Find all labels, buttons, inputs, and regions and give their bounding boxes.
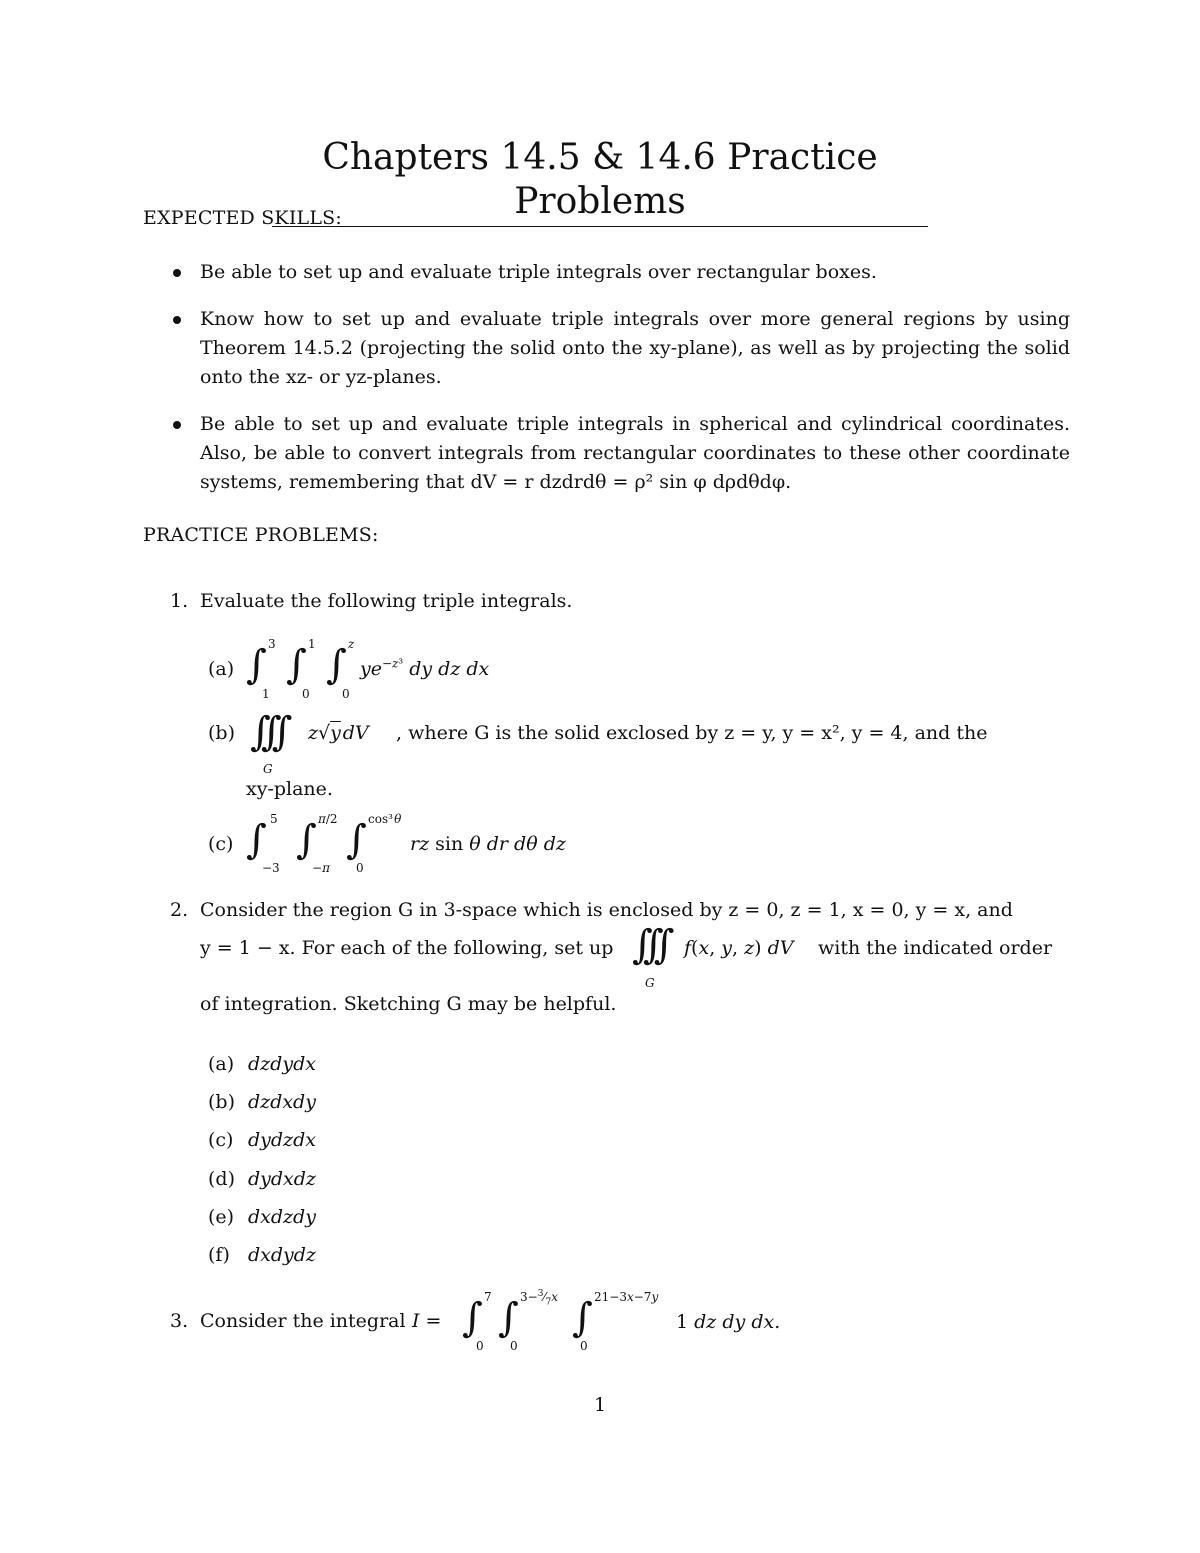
- problem-3: [170, 1308, 406, 1334]
- problem-line: y = 1 − x. For each of the following, set up: [200, 937, 614, 959]
- part-continuation: xy-plane.: [246, 778, 333, 800]
- bullet-icon: [173, 269, 181, 277]
- part-label: (b): [208, 722, 235, 744]
- problem-1: [170, 588, 572, 614]
- problem-text: Consider the integral: [200, 1310, 406, 1332]
- expected-skills-heading: EXPECTED SKILLS:: [143, 207, 342, 229]
- part-label: (c): [208, 833, 234, 855]
- problem-line: of integration. Sketching G may be helpful.: [200, 993, 617, 1015]
- integration-orders: [208, 1045, 316, 1274]
- part-label: (a): [208, 658, 235, 680]
- problem-number: 1.: [170, 590, 189, 612]
- order-item: (e) dxdzdy: [208, 1205, 316, 1228]
- practice-problems-heading: PRACTICE PROBLEMS:: [143, 524, 379, 546]
- skills-list: [170, 258, 1070, 515]
- order-item: (a) dzdydx: [208, 1053, 316, 1075]
- bullet-icon: [173, 421, 181, 429]
- part-text: , where G is the solid exclosed by z = y, y = x², y = 4, and the: [396, 722, 988, 744]
- document-page: Chapters 14.5 & 14.6 Practice Problems EXPECTED SKILLS: Be able to set up and evaluate triple integrals over rectangular boxes. Know how to set up and evaluate triple integrals over more general regions by using Theorem 14.5.2 (projecting the solid onto the xy-plane), as well as by projecting the solid onto the xz- or yz-planes. Be able to set up and evaluate triple integrals in spherical and cylindrical coordinates. Also, be able to convert integrals from rectangular coordinates to these other coordinate systems, remembering that dV = r dzdrdθ = ρ² sin φ dρdθdφ. PRACTICE PROBLEMS: 1. Evaluate the following triple integrals. (a) ∫ 3 1 ∫ 1 0 ∫ z 0 $ye^{-z^3}$ dy dz dx (b) ∫∫∫ G z√y dV , where G is the solid exclosed by z = y, y = x², y = 4, and the xy-plane. (c) ∫ 5 −3 ∫ π/2 −π ∫ cos³ θ 0 rz sin θ dr dθ dz 2. Consider the region G in 3-space which is enclosed by z = 0, z = 1, x = 0, y = x, and y = 1 − x. For each of the following, set up ∫∫∫ G f(x, y, z) dV with the indicated order of integration. Sketching G may be helpful. (a) dzdydx (b) dzdxdy (c) dydzdx (d) dydxdz (e) dxdzdy (f) dxdydz 3. Consider the integral I = ∫ 7 0 ∫ $3-^3⁄_7x$ 0 ∫ 21−3x−7y 0 1 dz dy dx. 1: [0, 0, 1200, 1553]
- skill-item: [170, 258, 1070, 287]
- skill-text: Be able to set up and evaluate triple integrals in spherical and cylindrical coordinates. Also, be able to convert integrals from rectangular coordinates to these other coordinate systems, remembering that dV = r dzdrdθ = ρ² sin φ dρdθdφ.: [200, 413, 1070, 493]
- page-number: 1: [593, 1394, 607, 1416]
- order-item: (f) dxdydz: [208, 1244, 316, 1267]
- problem-text: Evaluate the following triple integrals.: [200, 590, 573, 612]
- problem-number: 2.: [170, 899, 189, 921]
- bullet-icon: [173, 316, 181, 324]
- problem-line: Consider the region G in 3-space which is enclosed by z = 0, z = 1, x = 0, y = x, and: [200, 899, 1013, 921]
- skill-text: Know how to set up and evaluate triple integrals over more general regions by using Theorem 14.5.2 (projecting the solid onto the xy-plane), as well as by projecting the solid onto the xz- or yz-planes.: [200, 308, 1070, 388]
- skill-item: [170, 410, 1070, 497]
- document-title: Chapters 14.5 & 14.6 Practice Problems: [272, 136, 928, 227]
- order-item: (d) dydxdz: [208, 1167, 316, 1190]
- order-item: (c) dydzdx: [208, 1129, 316, 1152]
- skill-text: Be able to set up and evaluate triple integrals over rectangular boxes.: [200, 261, 877, 283]
- problem-number: 3.: [170, 1310, 189, 1332]
- skill-item: [170, 305, 1070, 392]
- problem-line: with the indicated order: [818, 937, 1053, 959]
- order-item: (b) dzdxdy: [208, 1091, 316, 1114]
- problem-2: [170, 897, 1070, 923]
